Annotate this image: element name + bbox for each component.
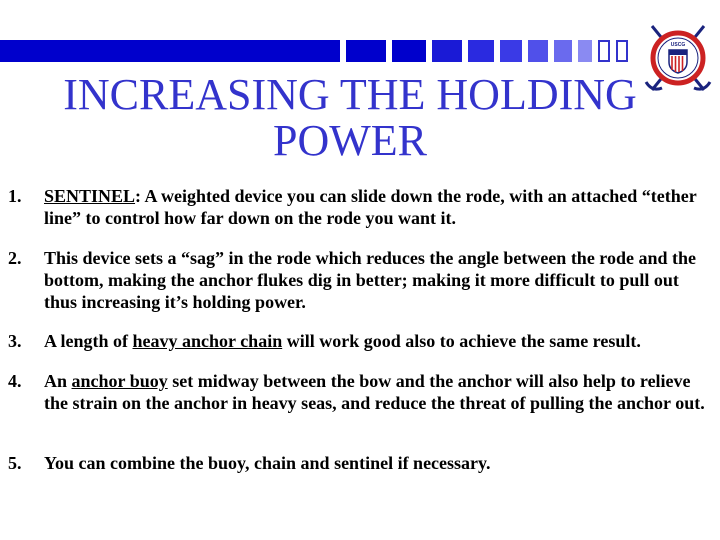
item-text-post: will work good also to achieve the same result. — [282, 331, 641, 351]
item-text — [44, 370, 716, 414]
item-number: 1. — [8, 186, 22, 206]
header-long-bar — [0, 40, 340, 62]
item-text — [44, 330, 716, 352]
item-number: 4. — [8, 371, 22, 391]
svg-text:USCG: USCG — [670, 42, 686, 48]
item-text-rest: : A weighted device you can slide down the rode, with an attached “tether line” to control how far down on the rode you want it. — [44, 186, 697, 228]
chain-term: heavy anchor chain — [132, 331, 283, 351]
header-square — [528, 40, 548, 62]
header-square — [554, 40, 572, 62]
buoy-term: anchor buoy — [71, 371, 168, 391]
header-square — [500, 40, 522, 62]
header-square — [432, 40, 462, 62]
header-square — [578, 40, 592, 62]
title-line-1: INCREASING THE HOLDING — [63, 70, 637, 119]
title-line-2: POWER — [273, 116, 427, 165]
header-square — [392, 40, 426, 62]
sentinel-term: SENTINEL — [44, 186, 136, 206]
item-text-post: set midway between the bow and the anchor will also help to relieve the strain on the anchor in heavy seas, and reduce the threat of pulling the anchor out. — [44, 371, 705, 413]
item-number: 5. — [8, 453, 22, 473]
item-number: 3. — [8, 331, 22, 351]
item-text-pre: A length of — [44, 331, 133, 351]
item-number: 2. — [8, 248, 22, 268]
item-text-pre: An — [44, 371, 72, 391]
header-square — [346, 40, 386, 62]
item-text: This device sets a “sag” in the rode which reduces the angle between the rode and the bottom, making the anchor flukes dig in better; making it more difficult to pull out thus increasing it’s holding power. — [44, 248, 696, 312]
header-square — [598, 40, 610, 62]
item-text — [44, 185, 716, 229]
header-decoration-bar — [0, 40, 640, 64]
header-square — [468, 40, 494, 62]
page-title — [40, 72, 660, 164]
header-square — [616, 40, 628, 62]
item-text: You can combine the buoy, chain and sentinel if necessary. — [44, 453, 491, 473]
